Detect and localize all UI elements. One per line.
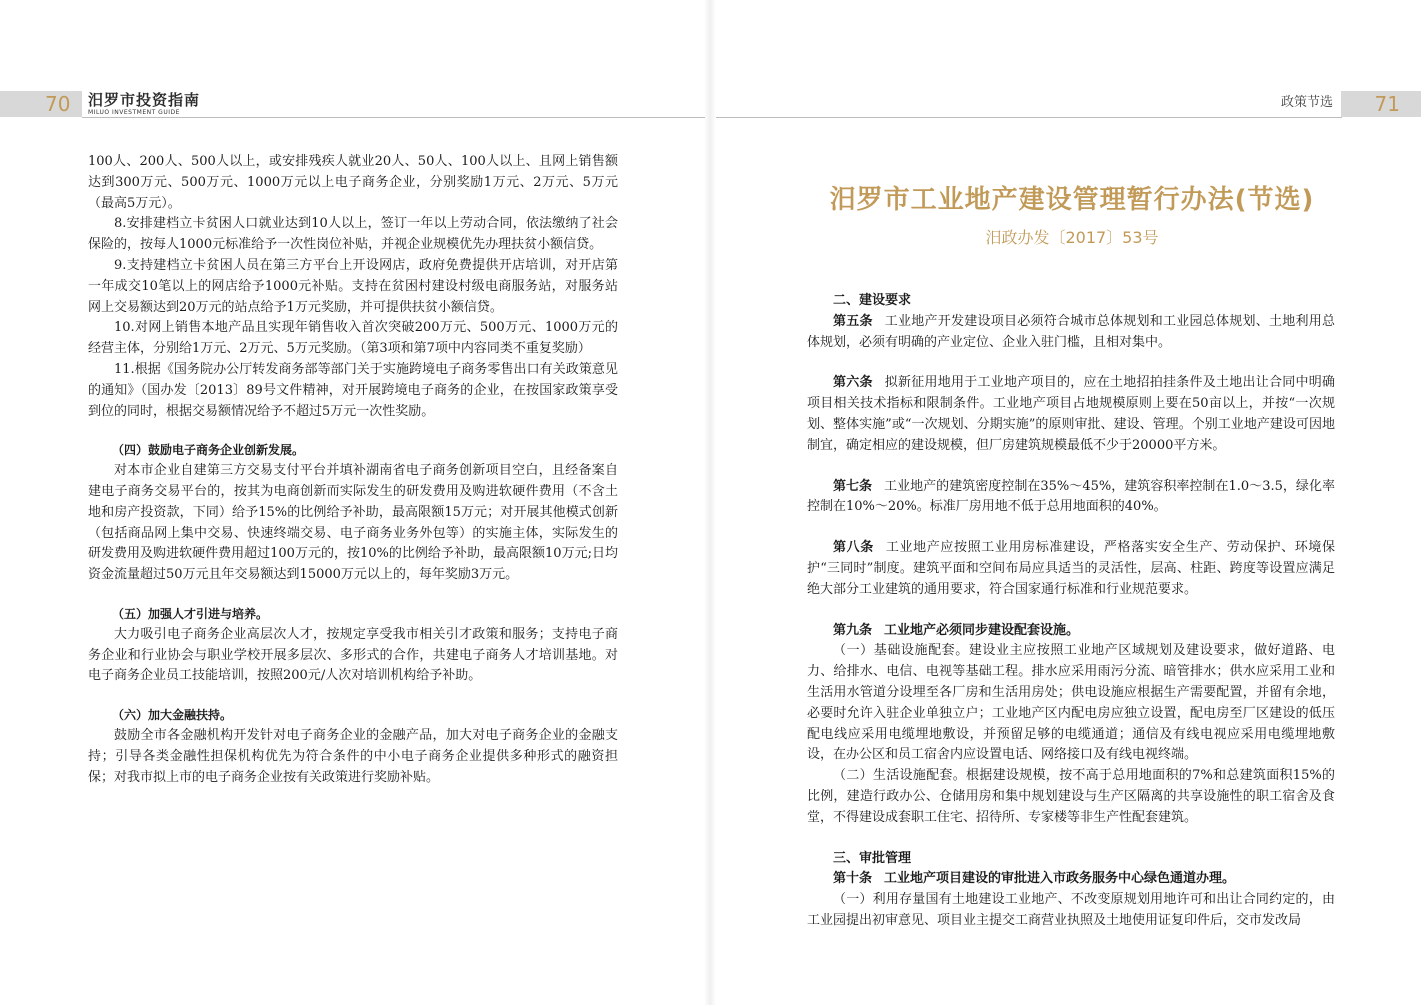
subsection-title: （四）鼓励电子商务企业创新发展。	[112, 443, 305, 458]
article-title: 第七条	[833, 478, 873, 494]
section-name: 政策节选	[1280, 95, 1333, 110]
right-page	[716, 0, 1421, 1005]
book-subtitle: MILUO INVESTMENT GUIDE	[88, 109, 180, 116]
subsection-title: （五）加强人才引进与培养。	[112, 606, 269, 621]
article-paragraph	[807, 373, 1335, 456]
article-text: 工业地产开发建设项目必须符合城市总体规划和工业园总体规划、土地利用总体规划，必须有明确的产业定位、企业入驻门槛，且相对集中。	[807, 313, 1335, 350]
book-gutter	[704, 0, 716, 1005]
article-title: 第八条	[833, 540, 874, 556]
article-title: 第九条	[833, 622, 873, 638]
article-paragraph	[807, 621, 1335, 642]
left-page	[0, 0, 705, 1005]
article-text: 工业地产的建筑密度控制在35%～45%，建筑容积率控制在1.0～3.5，绿化率控制在10%～20%。标准厂房用地不低于总用地面积的40%。	[807, 478, 1335, 515]
paragraph: 11.根据《国务院办公厅转发商务部等部门关于实施跨境电子商务零售出口有关政策意见的通知》（国办发〔2013〕89号文件精神，对开展跨境电子商务的企业，在按国家政策享受到位的同时，根据交易额情况给予不超过5万元一次性奖励。	[88, 361, 618, 419]
paragraph: 10.对网上销售本地产品且实现年销售收入首次突破200万元、500万元、1000万元的经营主体，分别给1万元、2万元、5万元奖励。（第3项和第7项中内容同类不重复奖励）	[88, 320, 618, 357]
article-text: 工业地产项目建设的审批进入市政务服务中心绿色通道办理。	[884, 871, 1236, 887]
article-paragraph	[807, 538, 1335, 600]
paragraph: 对本市企业自建第三方交易支付平台并填补湖南省电子商务创新项目空白，且经备案自建电子商务交易平台的，按其为电商创新而实际发生的研发费用及购进软硬件费用（不含土地和房产投资款，下同）给予15%的比例给予补助，最高限额15万元；对开展其他模式创新（包括商品网上集中交易、快速终端交易、电子商务业务外包等）的实施主体，实际发生的研发费用及购进软硬件费用超过100万元的，按10%的比例给予补助，最高限额10万元;日均资金流量超过50万元且年交易额达到15000万元以上的，每年奖励3万元。	[88, 463, 618, 583]
article-title: 第十条	[833, 871, 873, 887]
paragraph: 鼓励全市各金融机构开发针对电子商务企业的金融产品，加大对电子商务企业的金融支持；引导各类金融性担保机构优先为符合条件的中小电子商务企业提供多种形式的融资担保；对我市拟上市的电子商务企业按有关政策进行奖励补贴。	[88, 727, 618, 785]
paragraph: （一）利用存量国有土地建设工业地产、不改变原规划用地许可和出让合同约定的，由工业园提出初审意见、项目业主提交工商营业执照及土地使用证复印件后，交市发改局	[807, 892, 1335, 928]
paragraph: 100人、200人、500人以上，或安排残疾人就业20人、50人、100人以上、且网上销售额达到300万元、500万元、1000万元以上电子商务企业，分别奖励1万元、2万元、5万元（最高5万元）。	[88, 154, 618, 211]
header-rule	[716, 117, 1342, 118]
page-number: 71	[1374, 92, 1400, 116]
page-number: 70	[45, 92, 71, 116]
section-heading: 三、审批管理	[833, 850, 912, 866]
article-paragraph	[807, 869, 1335, 890]
book-title: 汨罗市投资指南	[88, 91, 201, 109]
left-body-text	[88, 152, 618, 788]
section-heading: 二、建设要求	[833, 293, 912, 308]
document-title: 汨罗市工业地产建设管理暂行办法(节选)	[829, 185, 1315, 215]
paragraph: （一）基础设施配套。建设业主应按照工业地产区域规划及建设要求，做好道路、电力、给排水、电信、电视等基础工程。排水应采用雨污分流、暗管排水；供水应采用工业和生活用水管道分设埋至各厂房和生活用房处；供电设施应根据生产需要配置，并留有余地，必要时允许入驻企业单独立户；工业地产区内配电房应独立设置，配电房至厂区建设的低压配电线应采用电缆埋地敷设，并预留足够的电缆通道；通信及有线电视应采用电缆埋地敷设，在办公区和员工宿舍内应设置电话、网络接口及有线电视终端。	[807, 643, 1335, 763]
article-text: 拟新征用地用于工业地产项目的，应在土地招拍挂条件及土地出让合同中明确项目相关技术指标和限制条件。工业地产项目占地规模原则上要在50亩以上，并按“一次规划、整体实施”或“一次规划、分期实施”的原则审批、建设、管理。个别工业地产建设可因地制宜，确定相应的建设规模，但厂房建筑规模最低不少于20000平方米。	[807, 375, 1335, 453]
paragraph: 大力吸引电子商务企业高层次人才，按规定享受我市相关引才政策和服务；支持电子商务企业和行业协会与职业学校开展多层次、多形式的合作，共建电子商务人才培训基地。对电子商务企业员工技能培训，按照200元/人次对培训机构给予补助。	[88, 626, 618, 684]
header-rule	[82, 117, 705, 118]
document-number: 汨政办发〔2017〕53号	[985, 228, 1159, 247]
paragraph: （二）生活设施配套。根据建设规模，按不高于总用地面积的7%和总建筑面积15%的比例，建造行政办公、仓储用房和集中规划建设与生产区隔离的共享设施性的职工宿舍及食堂，不得建设成套职工住宅、招待所、专家楼等非生产性配套建筑。	[807, 768, 1335, 825]
paragraph: 9.支持建档立卡贫困人员在第三方平台上开设网店，政府免费提供开店培训，对开店第一年成交10笔以上的网店给予1000元补贴。支持在贫困村建设村级电商服务站，对服务站网上交易额达到20万元的站点给予1万元奖励，并可提供扶贫小额信贷。	[88, 257, 618, 315]
article-title: 第五条	[833, 313, 873, 329]
right-body-text	[807, 291, 1335, 932]
subsection-title: （六）加大金融扶持。	[112, 708, 233, 723]
article-paragraph	[807, 312, 1335, 354]
article-text: 工业地产必须同步建设配套设施。	[884, 622, 1080, 638]
article-title: 第六条	[833, 375, 873, 391]
paragraph: 8.安排建档立卡贫困人口就业达到10人以上，签订一年以上劳动合同，依法缴纳了社会保险的，按每人1000元标准给予一次性岗位补贴，并视企业规模优先办理扶贫小额信贷。	[88, 216, 618, 253]
article-text: 工业地产应按照工业用房标准建设，严格落实安全生产、劳动保护、环境保护“三同时”制度。建筑平面和空间布局应具适当的灵活性，层高、柱距、跨度等设置应满足绝大部分工业建筑的通用要求，符合国家通行标准和行业规范要求。	[807, 540, 1335, 597]
article-paragraph	[807, 477, 1335, 519]
